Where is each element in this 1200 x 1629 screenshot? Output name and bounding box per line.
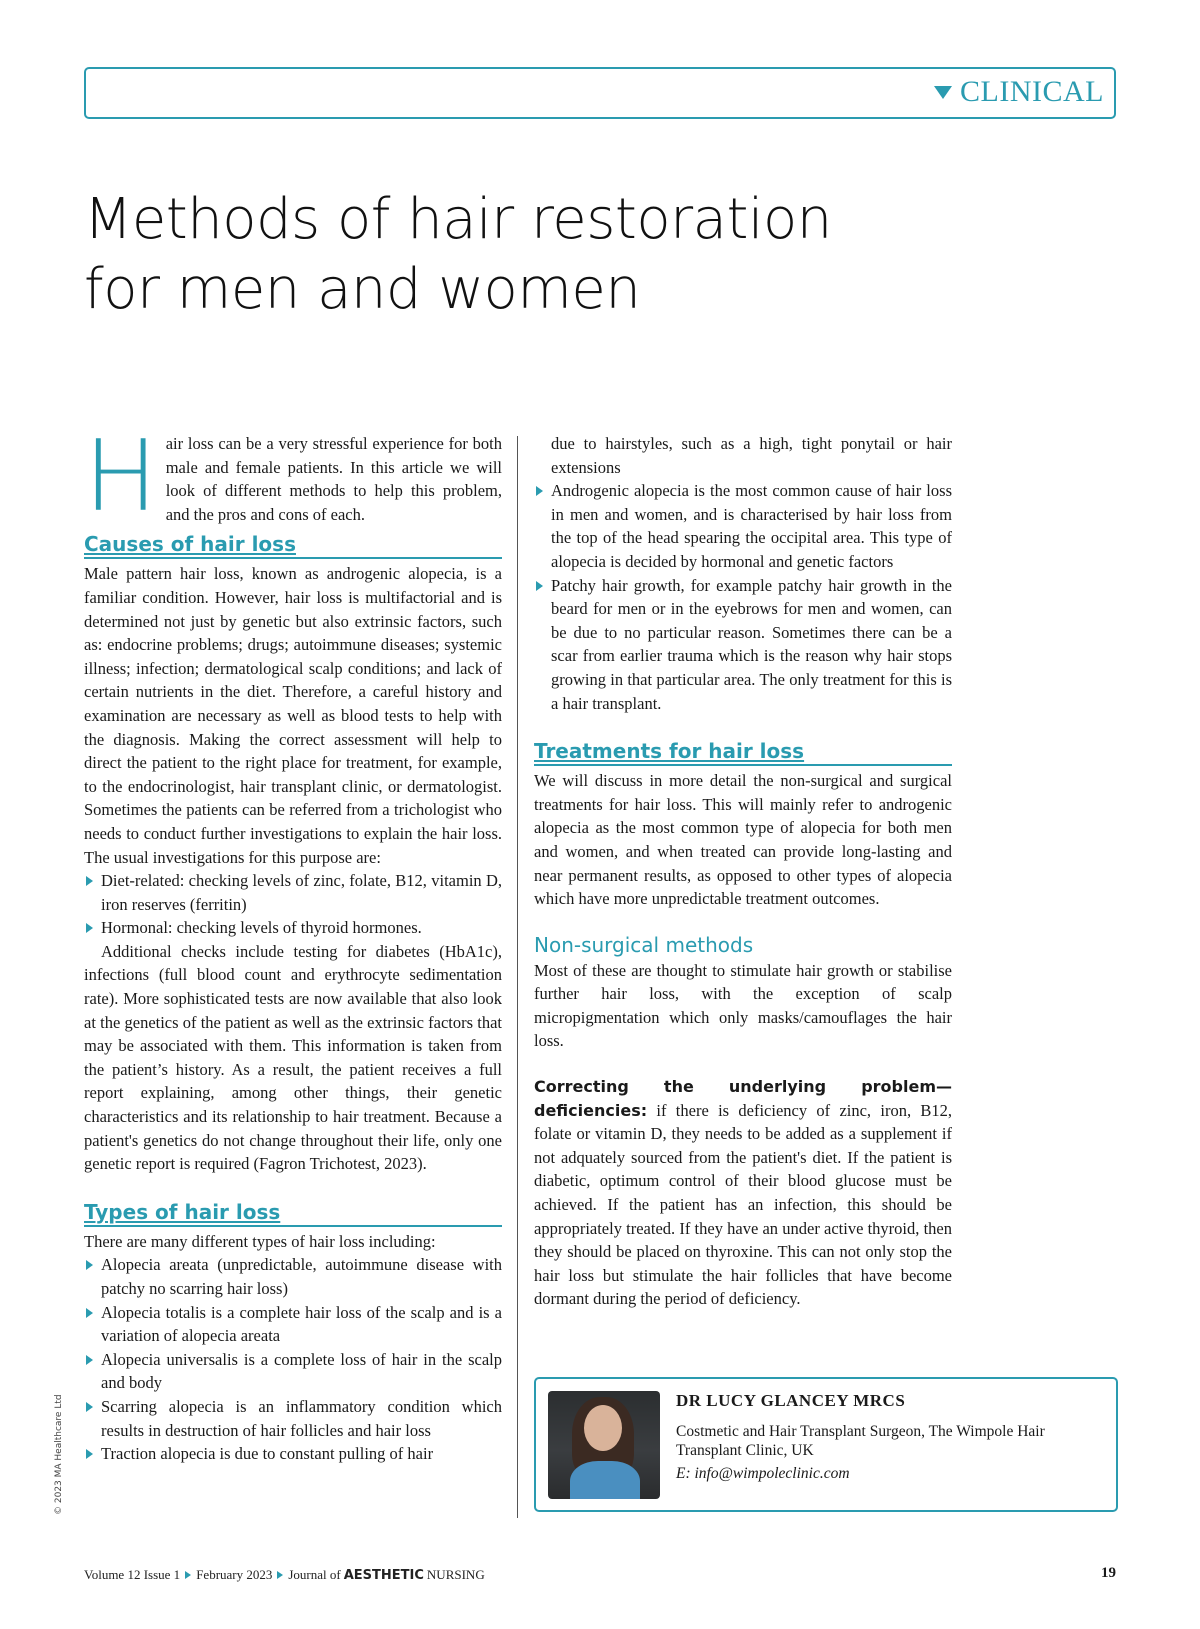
column-divider <box>517 436 518 1518</box>
nonsurgical-paragraph: Most of these are thought to stimulate hair growth or stabilise further hair loss, with the exception of scalp micropigmentation which only masks/camouflages the hair loss. <box>534 960 952 1051</box>
list-item: Scarring alopecia is an inflammatory condition which results in destruction of hair follicles and hair loss <box>84 1395 502 1442</box>
intro-text: air loss can be a very stressful experience for both male and female patients. In this article we will look of different methods to help this problem, and the pros and cons of each. <box>165 434 502 524</box>
triangle-down-icon <box>934 86 952 99</box>
author-role: Costmetic and Hair Transplant Surgeon, The Wimpole Hair Transplant Clinic, UK <box>676 1423 1045 1459</box>
treatments-heading: Treatments for hair loss <box>534 739 952 766</box>
types-heading: Types of hair loss <box>84 1200 502 1227</box>
author-email: E: info@wimpoleclinic.com <box>676 1465 850 1482</box>
triangle-right-icon <box>185 1571 191 1579</box>
footer-journal-brand: AESTHETIC <box>343 1567 424 1583</box>
footer <box>84 1567 485 1583</box>
list-item: Traction alopecia is due to constant pulling of hair <box>84 1442 502 1466</box>
author-photo <box>548 1391 660 1499</box>
article-title-line1: Methods of hair restoration <box>84 187 832 252</box>
list-item: Hormonal: checking levels of thyroid hormones. <box>84 916 502 940</box>
correcting-text: if there is deficiency of zinc, iron, B12, folate or vitamin D, they needs to be added as a supplement if not adquately sourced from the patient's diet. If the patient is diabetic, optimum control of their blood glucose must be achieved. If the patient has an infection, this should be appropriately treated. If they have an under active thyroid, then they should be placed on thyroxine. This can not only stop the hair loss but stimulate the hair follicles that have become dormant during the period of deficiency. <box>534 1100 952 1309</box>
list-item: Diet-related: checking levels of zinc, folate, B12, vitamin D, iron reserves (ferritin) <box>84 869 502 916</box>
continued-text: due to hairstyles, such as a high, tight ponytail or hair extensions <box>551 434 952 477</box>
footer-journal-prefix: Journal of <box>288 1567 341 1582</box>
copyright-notice: © 2023 MA Healthcare Ltd <box>54 1394 64 1515</box>
causes-heading: Causes of hair loss <box>84 532 502 559</box>
correcting-lead: Correcting the underlying problem—deficiencies: <box>534 1077 952 1120</box>
section-header-box <box>84 67 1116 119</box>
author-name: DR LUCY GLANCEY MRCS <box>676 1391 906 1410</box>
section-label <box>934 75 1104 109</box>
types-list <box>84 1253 502 1465</box>
correcting-paragraph <box>534 1075 952 1311</box>
page-number: 19 <box>1101 1565 1116 1581</box>
list-item: Patchy hair growth, for example patchy hair growth in the beard for men or in the eyebrows for men and women, can be due to no particular reason. Sometimes there can be a scar from earlier trauma which is the reason why hair stops growing in that particular area. The only treatment for this is a hair transplant. <box>534 574 952 716</box>
section-label-text: CLINICAL <box>960 75 1104 108</box>
investigations-list <box>84 869 502 940</box>
article-title-line2: for men and women <box>84 257 641 322</box>
article-title <box>84 185 832 325</box>
list-item: Alopecia totalis is a complete hair loss of the scalp and is a variation of alopecia areata <box>84 1301 502 1348</box>
triangle-right-icon <box>277 1571 283 1579</box>
types-list-continued <box>534 479 952 715</box>
list-item: Alopecia universalis is a complete loss of hair in the scalp and body <box>84 1348 502 1395</box>
treatments-paragraph: We will discuss in more detail the non-surgical and surgical treatments for hair loss. This will mainly refer to androgenic alopecia as the most common type of alopecia for both men and women, and when treated can provide long-lasting and near permanent results, as opposed to other types of alopecia which have more unpredictable treatment outcomes. <box>534 771 952 909</box>
nonsurgical-heading: Non-surgical methods <box>534 932 754 957</box>
causes-paragraph: Male pattern hair loss, known as androgenic alopecia, is a familiar condition. However, hair loss is multifactorial and is determined not just by genetic but also extrinsic factors, such as: endocrine problems; drugs; autoimmune diseases; systemic illness; infection; dermatological scalp conditions; and lack of certain nutrients in the diet. Therefore, a careful history and examination are necessary as well as blood tests to help with the diagnosis. Making the correct assessment will help to direct the patient to the right place for treatment, for example, to the endocrinologist, hair transplant clinic, or dermatologist. Sometimes the patients can be referred from a trichologist who needs to conduct further investigations to explain the hair loss. The usual investigations for this purpose are: <box>84 564 502 867</box>
intro-paragraph <box>84 420 502 534</box>
list-item: Androgenic alopecia is the most common cause of hair loss in men and women, and is characterised by hair loss from the top of the head spearing the occipital area. This type of alopecia is decided by hormonal and genetic factors <box>534 479 952 573</box>
footer-journal-suffix: NURSING <box>426 1567 485 1582</box>
left-column <box>84 420 502 1466</box>
footer-date: February 2023 <box>196 1567 273 1582</box>
footer-volume: Volume 12 Issue 1 <box>84 1567 181 1582</box>
drop-cap: H <box>84 420 158 534</box>
list-item: Alopecia areata (unpredictable, autoimmune disease with patchy no scarring hair loss) <box>84 1253 502 1300</box>
types-intro: There are many different types of hair loss including: <box>84 1231 436 1251</box>
additional-checks-paragraph: Additional checks include testing for diabetes (HbA1c), infections (full blood count and erythrocyte sedimentation rate). More sophisticated tests are now available that also look at the genetics of the patient as well as the extrinsic factors that may be associated with them. This information is taken from the patient’s history. As a result, the patient receives a full report explaining, among other things, their genetic characteristics and its relationship to hair treatment. Because a patient's genetics do not change throughout their life, only one genetic report is required (Fagron Trichotest, 2023). <box>84 941 502 1174</box>
author-box <box>534 1377 1118 1512</box>
right-column <box>534 432 952 1311</box>
